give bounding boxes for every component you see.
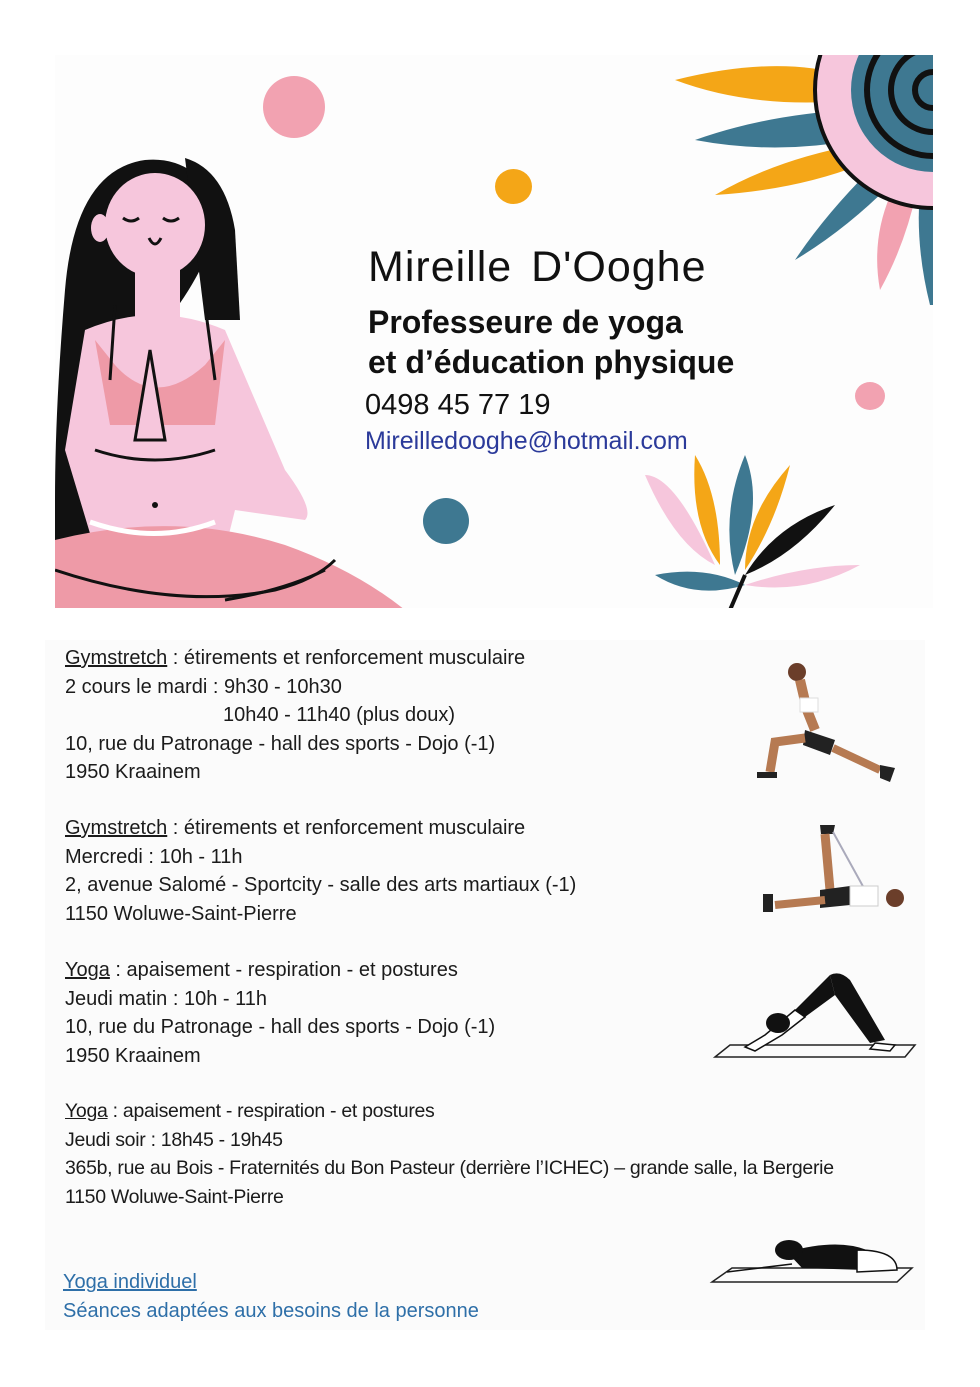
downward-dog-figure	[710, 965, 920, 1065]
child-pose-figure	[707, 1230, 917, 1290]
title-line-2: et d’éducation physique	[368, 344, 735, 380]
teal-dot-decoration	[423, 498, 469, 544]
class-schedule-time: Jeudi matin : 10h - 11h	[65, 987, 267, 1010]
individual-yoga-link[interactable]: Yoga individuel	[63, 1271, 197, 1293]
class-address: 2, avenue Salomé - Sportcity - salle des arts martiaux (-1)	[65, 874, 577, 896]
class-description: : étirements et renforcement musculaire	[167, 817, 526, 839]
class-schedule-time: 2 cours le mardi : 9h30 - 10h30	[65, 675, 342, 698]
meditating-woman-illustration	[55, 150, 405, 608]
class-block-gymstretch-wednesday	[65, 814, 576, 928]
teacher-title	[368, 302, 734, 382]
class-address: 365b, rue au Bois - Fraternités du Bon Pasteur (derrière l’ICHEC) – grande salle, la Bergerie	[65, 1157, 834, 1179]
class-description: : apaisement - respiration - et postures	[107, 1100, 435, 1122]
band-leg-stretch-figure	[755, 820, 915, 930]
class-description: : étirements et renforcement musculaire	[167, 647, 526, 669]
class-address: 10, rue du Patronage - hall des sports - Dojo (-1)	[65, 732, 496, 755]
pink-dot-decoration	[263, 76, 325, 138]
class-block-yoga-thursday-morning	[65, 956, 495, 1070]
class-block-gymstretch-tuesday	[65, 644, 525, 787]
phone-number: 0498 45 77 19	[365, 389, 551, 421]
class-schedule-time-extra: 10h40 - 11h40 (plus doux)	[223, 704, 456, 726]
class-name: Yoga	[65, 959, 110, 981]
small-pink-dot-decoration	[855, 382, 885, 410]
orange-dot-decoration	[495, 169, 532, 204]
class-schedule-time: Mercredi : 10h - 11h	[65, 845, 243, 868]
class-city: 1150 Woluwe-Saint-Pierre	[65, 902, 297, 925]
class-name: Gymstretch	[65, 817, 168, 839]
class-name: Yoga	[65, 1100, 108, 1122]
class-city: 1950 Kraainem	[65, 1044, 201, 1067]
class-block-yoga-thursday-evening	[65, 1097, 834, 1211]
individual-yoga-section	[63, 1268, 479, 1326]
class-schedule	[45, 640, 925, 1330]
class-name: Gymstretch	[65, 647, 168, 669]
email-link[interactable]: Mireilledooghe@hotmail.com	[365, 427, 688, 455]
teacher-name: Mireille D'Ooghe	[368, 243, 707, 291]
lotus-flower-icon	[635, 455, 875, 608]
class-address: 10, rue du Patronage - hall des sports - Dojo (-1)	[65, 1016, 496, 1038]
lunge-stretch-figure	[745, 660, 905, 790]
class-city: 1150 Woluwe-Saint-Pierre	[65, 1185, 284, 1208]
title-line-1: Professeure de yoga	[368, 304, 683, 340]
header-banner	[55, 55, 933, 608]
class-schedule-time: Jeudi soir : 18h45 - 19h45	[65, 1128, 283, 1151]
class-description: : apaisement - respiration - et postures	[109, 959, 458, 981]
class-city: 1950 Kraainem	[65, 761, 201, 783]
individual-yoga-description: Séances adaptées aux besoins de la personne	[63, 1300, 479, 1322]
